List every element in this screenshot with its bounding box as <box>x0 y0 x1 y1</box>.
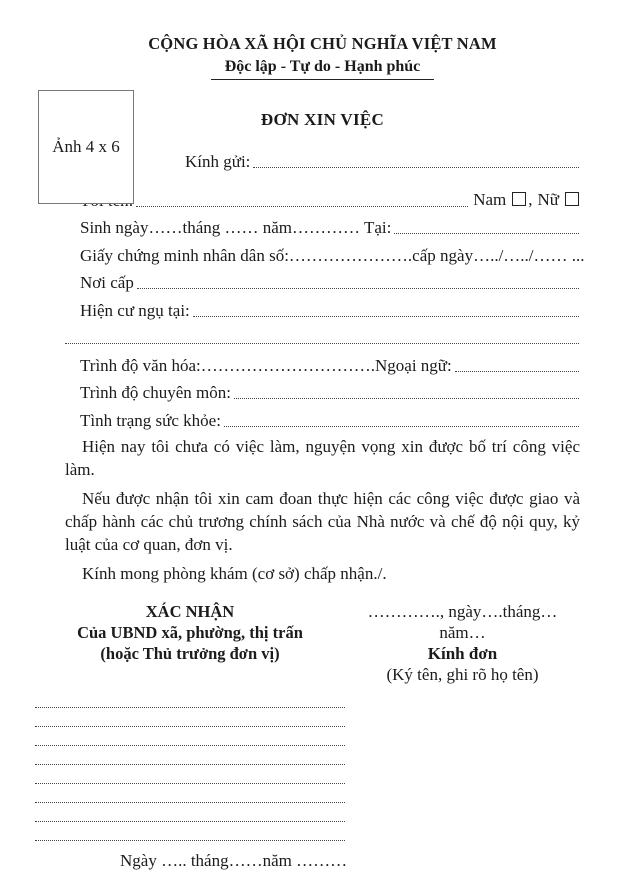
gender-group <box>473 190 580 211</box>
confirmation-date-line: Ngày ….. tháng……năm ……… <box>120 850 348 870</box>
gender-male-label: Nam <box>473 190 507 209</box>
confirmation-dotted-line <box>35 708 345 727</box>
language-label: Ngoại ngữ: <box>375 355 452 375</box>
issue-place-label: Nơi cấp <box>80 273 134 292</box>
residence-line <box>80 293 580 321</box>
confirmation-line3: (hoặc Thủ trưởng đơn vị) <box>100 643 280 663</box>
education-label: Trình độ văn hóa:…………………………. <box>80 355 375 375</box>
birthdate-label: Sinh ngày……tháng …… năm………… Tại: <box>80 218 392 237</box>
recipient-label: Kính gửi: <box>185 152 251 171</box>
confirmation-dotted-line <box>35 803 345 822</box>
statement-paragraphs <box>65 435 580 585</box>
confirmation-dotted-line <box>35 746 345 765</box>
confirmation-write-in-lines <box>35 689 345 841</box>
form-fields <box>65 183 585 431</box>
education-line <box>80 348 580 376</box>
name-line <box>80 183 580 211</box>
confirmation-dotted-line <box>35 765 345 784</box>
paragraph-request: Kính mong phòng khám (cơ sở) chấp nhận./. <box>82 563 387 583</box>
recipient-dotted-field <box>253 167 579 168</box>
confirmation-title: XÁC NHẬN <box>145 601 235 621</box>
national-motto <box>65 58 580 80</box>
major-label: Trình độ chuyên môn: <box>80 383 231 402</box>
confirmation-dotted-line <box>35 689 345 708</box>
paragraph-no-job: Hiện nay tôi chưa có việc làm, nguyện vọng xin được bố trí công việc làm. <box>65 436 580 479</box>
female-checkbox[interactable] <box>565 192 579 206</box>
signature-date-line: …………., ngày….tháng… năm… <box>367 601 558 642</box>
residence-continuation-line <box>65 321 580 349</box>
residence-label: Hiện cư ngụ tại: <box>80 300 190 320</box>
signature-title: Kính đơn <box>427 643 498 663</box>
document-title: ĐƠN XIN VIỆC <box>260 110 385 129</box>
id-card-line <box>80 238 585 266</box>
applicant-signature-block <box>345 601 580 685</box>
gender-separator: , <box>528 189 533 209</box>
health-dotted-field <box>224 426 579 427</box>
photo-box-label: Ảnh 4 x 6 <box>52 137 120 156</box>
residence-dotted-field <box>193 316 579 317</box>
health-label: Tình trạng sức khỏe: <box>80 410 221 430</box>
name-dotted-field <box>136 206 468 207</box>
national-motto-text: Độc lập - Tự do - Hạnh phúc <box>211 58 435 80</box>
country-title: CỘNG HÒA XÃ HỘI CHỦ NGHĨA VIỆT NAM <box>148 34 497 53</box>
confirmation-dotted-line <box>35 822 345 841</box>
birthplace-dotted-field <box>394 233 579 234</box>
id-card-label: Giấy chứng minh nhân dân số:………………….cấp ngày…../…../…… ... <box>80 245 585 265</box>
national-header <box>65 34 580 80</box>
recipient-line <box>185 146 580 172</box>
confirmation-dotted-line <box>35 784 345 803</box>
language-dotted-field <box>455 371 579 372</box>
male-checkbox[interactable] <box>512 192 526 206</box>
health-line <box>80 403 580 431</box>
confirmation-dotted-line <box>35 727 345 746</box>
gender-female-label: Nữ <box>537 190 559 209</box>
major-line <box>80 376 580 404</box>
signature-note: (Ký tên, ghi rõ họ tên) <box>386 664 539 684</box>
residence-continuation-dotted-field <box>65 343 579 344</box>
major-dotted-field <box>234 398 579 399</box>
confirmation-line2: Của UBND xã, phường, thị trấn <box>77 622 303 642</box>
issue-place-line <box>80 266 580 294</box>
confirmation-block <box>35 601 345 685</box>
signature-section <box>65 601 580 685</box>
photo-placeholder-box <box>38 90 134 204</box>
issue-place-dotted-field <box>137 288 579 289</box>
paragraph-commitment: Nếu được nhận tôi xin cam đoan thực hiện các công việc được giao và chấp hành các chủ trương chính sách của Nhà nước và chế độ nội quy, kỷ luật của cơ quan, đơn vị. <box>65 488 580 554</box>
birthdate-line <box>80 211 580 239</box>
